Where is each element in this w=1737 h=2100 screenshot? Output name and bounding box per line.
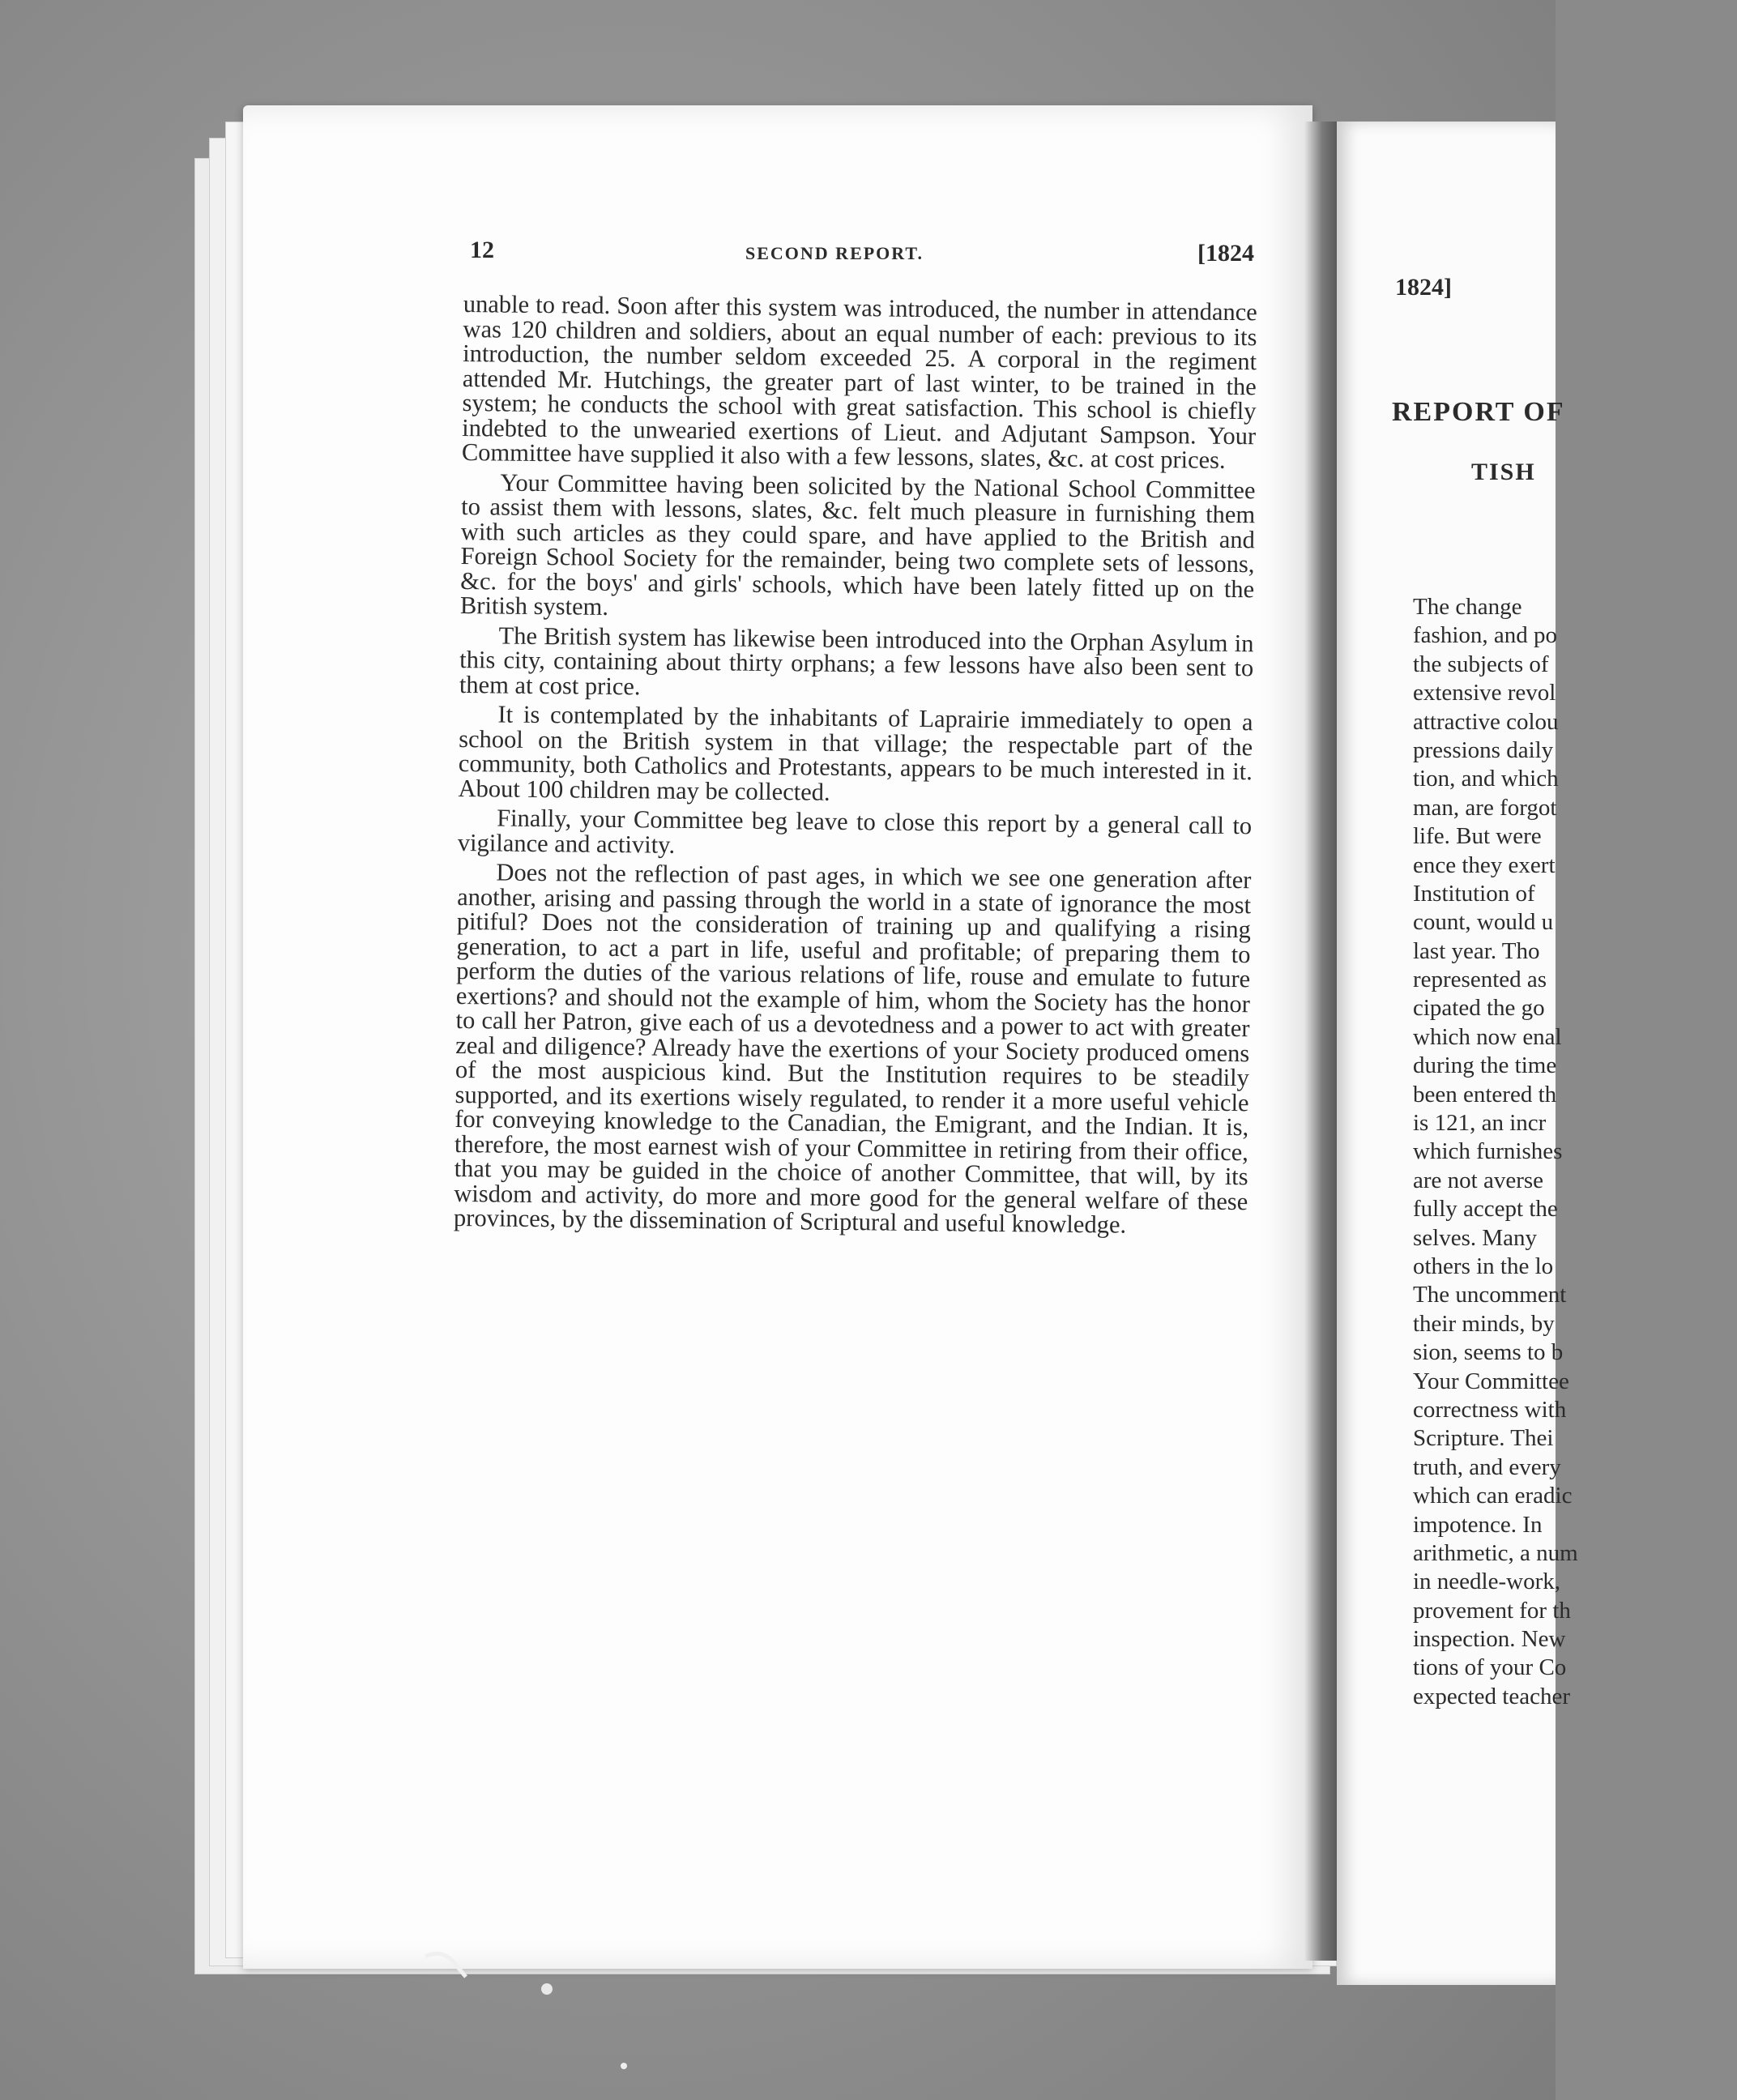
right-page-line: last year. Tho (1413, 937, 1540, 964)
paragraph: Does not the reflection of past ages, in which we see one generation after another, arising and passing through the world in a state of ignorance the most pitiful? Does not the consideration of training up and qualifying a rising generation, to act a part in life, useful and profitable; of preparing them to perform the duties of the various relations of life, rouse and emulate to future exertions? and should not the example of him, whom the Society has the honor to call her Patron, give each of us a devotedness and a power to act with greater zeal and diligence? Already have the exertions of your Society produced omens of the most auspicious kind. But the Institution requires to be steadily supported, and its exertions wisely regulated, to render it a more useful vehicle for conveying knowledge to the Canadian, the Emigrant, and the Indian. It is, therefore, the most earnest wish of your Committee in retiring from their office, that you may be guided in the choice of another Committee, that will, by its wisdom and activity, do more and more good for the general welfare of these provinces, by the dissemination of Scriptural and useful knowledge. (453, 858, 1252, 1239)
right-page-line: man, are forgot (1413, 794, 1557, 821)
right-page-line: extensive revol (1413, 680, 1556, 706)
right-page-line: fashion, and po (1413, 622, 1557, 649)
right-page-line: during the time (1413, 1052, 1557, 1079)
scan-artifact (421, 1944, 478, 1993)
right-page-line: tion, and which (1413, 766, 1559, 792)
paragraph: Finally, your Committee beg leave to close this report by a general call to vigilance and activity. (457, 804, 1253, 859)
right-page-line: their minds, by (1413, 1310, 1555, 1337)
right-heading: REPORT OF (1392, 397, 1565, 427)
right-page-line: Institution of (1413, 880, 1535, 907)
right-page-line: expected teacher (1413, 1683, 1570, 1709)
scan-artifact (535, 1977, 559, 2001)
right-page-line: The uncomment (1413, 1282, 1567, 1308)
right-page-line: Your Committee (1413, 1368, 1569, 1394)
right-page-line: life. But were (1413, 823, 1542, 850)
right-page-line: which now enal (1413, 1023, 1562, 1050)
right-page-line: pressions daily (1413, 736, 1554, 763)
right-page-line: Scripture. Thei (1413, 1425, 1554, 1452)
right-page (1337, 122, 1578, 1985)
paragraph: The British system has likewise been introduced into the Orphan Asylum in this city, containing about thirty orphans; a few lessons have also been sent to them at cost price. (459, 621, 1254, 700)
right-page-line: attractive colou (1413, 708, 1559, 735)
right-page-line: is 121, an incr (1413, 1110, 1547, 1137)
right-page-line: ence they exert (1413, 852, 1556, 878)
right-page-line: selves. Many (1413, 1224, 1538, 1251)
right-page-line: impotence. In (1413, 1511, 1543, 1538)
right-page-line: arithmetic, a num (1413, 1539, 1578, 1566)
page-number: 12 (470, 237, 494, 263)
right-page-text (1413, 593, 1737, 1711)
running-head (470, 237, 1264, 275)
right-page-line: provement for th (1413, 1597, 1571, 1624)
right-heading-2: TISH (1471, 459, 1536, 485)
right-page-line: count, would u (1413, 909, 1554, 936)
year-mark: [1824 (1197, 240, 1254, 267)
paragraph: It is contemplated by the inhabitants of Laprairie immediately to open a school on the British system in that village; the respectable part of the community, both Catholics and Protestants, appears to be much interested in it. About 100 children may be collected. (458, 700, 1253, 806)
right-page-line: inspection. New (1413, 1626, 1566, 1653)
right-page-line: are not averse (1413, 1167, 1544, 1193)
right-page-line: cipated the go (1413, 995, 1545, 1022)
right-page-line: represented as (1413, 967, 1547, 993)
scan-artifact (616, 2058, 632, 2074)
right-page-line: been entered th (1413, 1081, 1557, 1108)
running-title: SECOND REPORT. (745, 243, 924, 263)
right-year-mark: 1824] (1395, 274, 1452, 301)
right-page-line: which furnishes (1413, 1138, 1563, 1165)
right-page-line: sion, seems to b (1413, 1339, 1564, 1366)
right-page-line: correctness with (1413, 1396, 1567, 1423)
right-page-line: others in the lo (1413, 1253, 1554, 1279)
paragraph: unable to read. Soon after this system was introduced, the number in attendance was 120 children and soldiers, about an equal number of each: previous to its introduction, the number seldom exceeded 25. A corporal in the regiment attended Mr. Hutchings, the greater part of last winter, to be trained in the system; he conducts the school with great satisfaction. This school is chiefly indebted to the unwearied exertions of Lieut. and Adjutant Sampson. Your Committee have supplied it also with a few lessons, slates, &c. at cost prices. (461, 290, 1257, 474)
book-gutter (1304, 122, 1337, 1961)
paragraph: Your Committee having been solicited by the National School Committee to assist them with lessons, slates, &c. felt much pleasure in furnishing them with such articles as they could spare, and have applied to the British and Foreign School Society for the remainder, being two complete sets of lessons, &c. for the boys' and girls' schools, which have been lately fitted up on the British system. (459, 467, 1256, 621)
right-page-line: which can eradic (1413, 1483, 1573, 1509)
right-page-line: the subjects of (1413, 651, 1549, 677)
right-page-line: The change (1413, 594, 1522, 620)
right-page-line: fully accept the (1413, 1196, 1558, 1223)
right-page-line: truth, and every (1413, 1453, 1561, 1480)
right-page-line: in needle-work, (1413, 1569, 1560, 1595)
right-page-line: tions of your Co (1413, 1654, 1567, 1681)
body-text (454, 292, 1257, 1244)
